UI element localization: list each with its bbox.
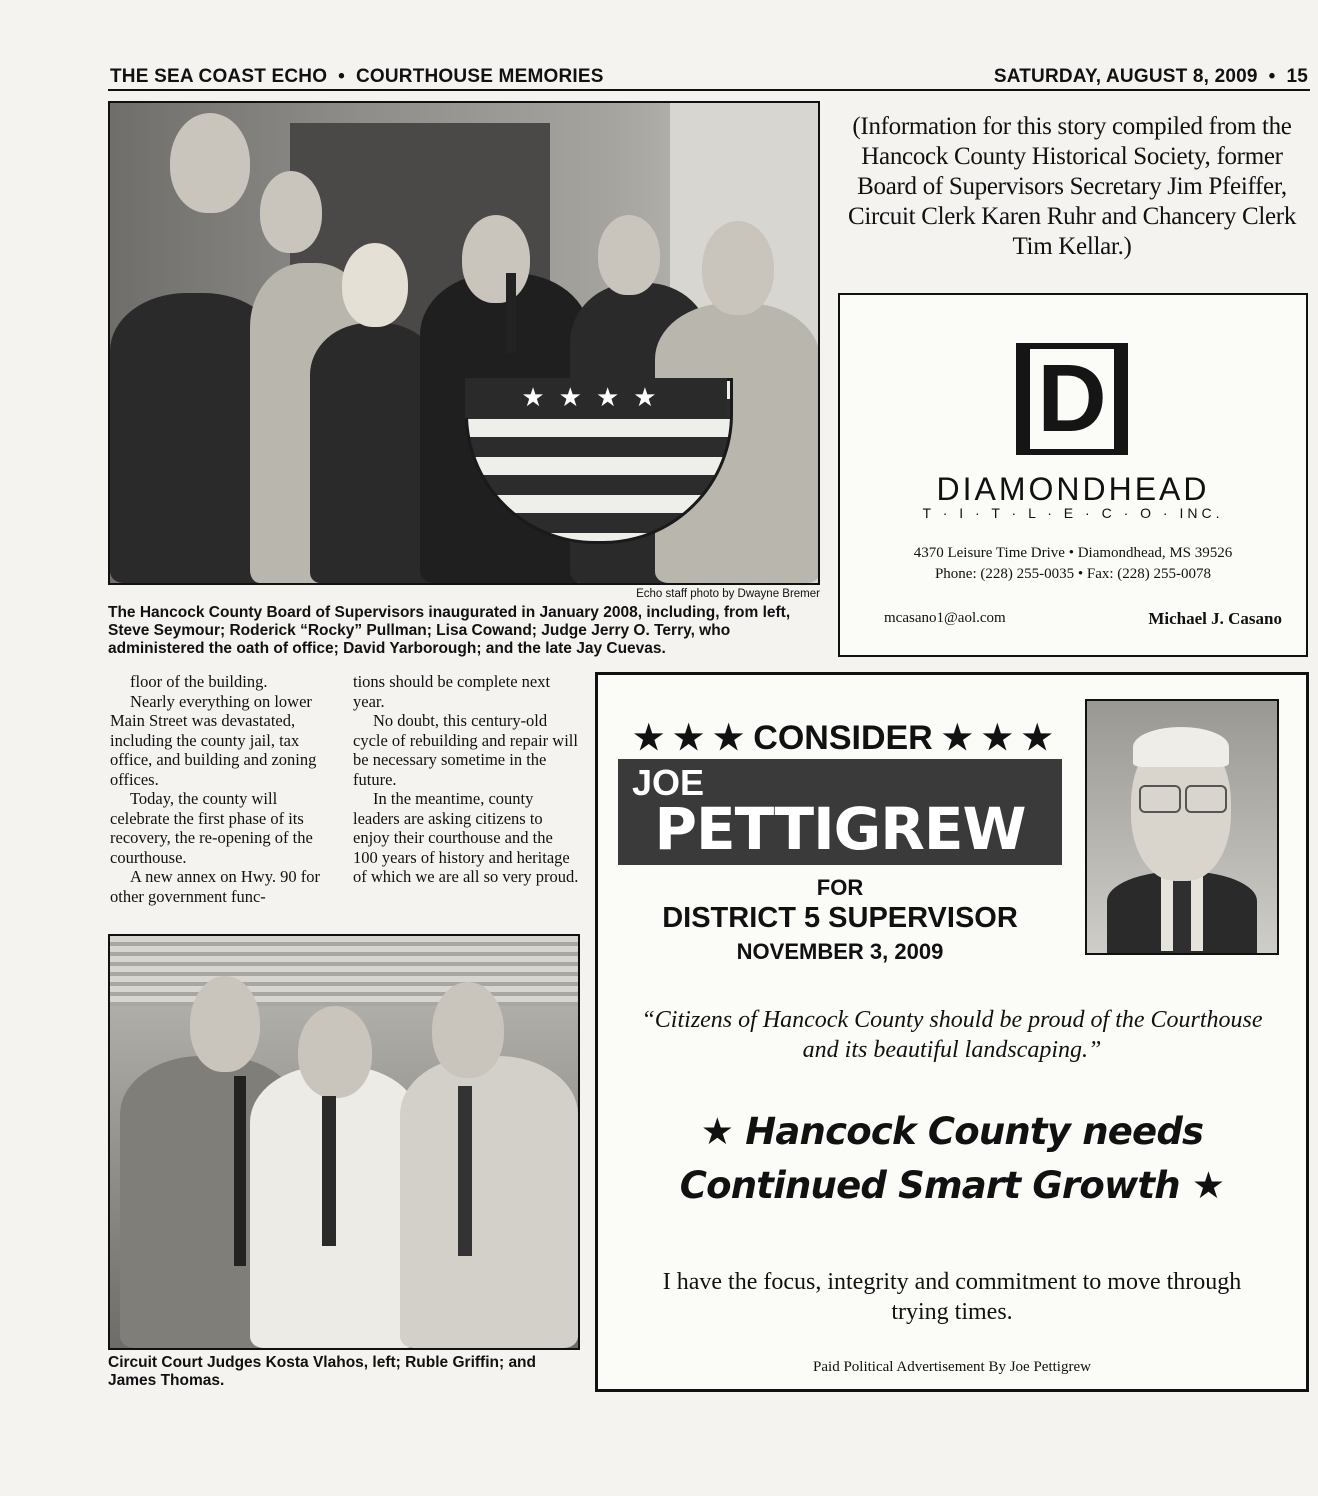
diamondhead-contact: Michael J. Casano: [1148, 609, 1282, 628]
star-icon: ★: [700, 1110, 746, 1153]
photo-caption-judges: Circuit Court Judges Kosta Vlahos, left; Ruble Griffin; and James Thomas.: [108, 1354, 536, 1389]
diamondhead-email: mcasano1@aol.com: [884, 610, 1006, 626]
article-paragraph: Today, the county will celebrate the first phase of its recovery, the re-opening of the courthouse.: [110, 789, 313, 867]
ad-statement: I have the focus, integrity and commitment to move through trying times.: [662, 1269, 1242, 1325]
article-paragraph: floor of the building.: [130, 672, 268, 691]
page-header-right: SATURDAY, AUGUST 8, 2009 • 15: [993, 66, 1308, 87]
page-header-left: THE SEA COAST ECHO • COURTHOUSE MEMORIES: [110, 66, 604, 87]
photo-credit: Echo staff photo by Dwayne Bremer: [636, 588, 820, 600]
article-paragraph: A new annex on Hwy. 90 for other government func-: [110, 867, 321, 906]
ad-for-label: FOR: [816, 875, 864, 900]
star-icon: ★ ★ ★: [932, 719, 1053, 757]
candidate-first-name: JOE: [632, 762, 705, 803]
consider-banner: ★ ★ ★ CONSIDER ★ ★ ★: [633, 719, 1053, 757]
ad-diamondhead-title: [838, 293, 1308, 657]
article-column-2: [353, 672, 579, 887]
article-column-1: [110, 672, 338, 906]
ad-quote: “Citizens of Hancock County should be proud of the Courthouse and its beautiful landscaping.”: [641, 1007, 1263, 1063]
photo-circuit-court-judges: [108, 934, 580, 1350]
header-rule: [108, 89, 1310, 91]
star-icon: ★ ★ ★: [633, 719, 754, 757]
diamondhead-name: DIAMONDHEAD: [936, 471, 1210, 507]
article-paragraph: In the meantime, county leaders are asking citizens to enjoy their courthouse and the 100 years of history and heritage of which we are all so very proud.: [353, 789, 579, 886]
diamondhead-logo: D: [1016, 343, 1128, 455]
diamondhead-phone: Phone: (228) 255-0035 • Fax: (228) 255-0078: [934, 566, 1212, 582]
diamondhead-subtitle: T · I · T · L · E · C · O · INC.: [922, 505, 1224, 521]
ad-slogan: ★ Hancock County needs Continued Smart Growth ★: [679, 1110, 1225, 1207]
article-paragraph: tions should be complete next year.: [353, 672, 551, 711]
candidate-last-name: PETTIGREW: [654, 795, 1026, 863]
ad-pettigrew-campaign: [595, 672, 1309, 1392]
article-paragraph: No doubt, this century-old cycle of rebuilding and repair will be necessary sometime in the future.: [353, 711, 578, 789]
diamondhead-address: 4370 Leisure Time Drive • Diamondhead, MS 39526: [913, 545, 1233, 561]
article-paragraph: Nearly everything on lower Main Street was devastated, including the county jail, tax office, and building and zoning offices.: [110, 691, 317, 789]
candidate-portrait: [1085, 699, 1279, 955]
ad-disclaimer: Paid Political Advertisement By Joe Pettigrew: [813, 1359, 1091, 1375]
candidate-name-box: [618, 759, 1062, 865]
story-source-note: (Information for this story compiled from the Hancock County Historical Society, former Board of Supervisors Secretary Jim Pfeiffer, Circuit Clerk Karen Ruhr and Chancery Clerk Tim Kellar.): [847, 113, 1297, 260]
star-icon: ★: [1179, 1164, 1225, 1207]
photo-caption-board: The Hancock County Board of Supervisors inaugurated in January 2008, including, from left, Steve Seymour; Roderick “Rocky” Pullman; Lisa Cowand; Judge Jerry O. Terry, who administered the oath of office; David Yarborough; and the late Jay Cuevas.: [108, 604, 791, 657]
photo-board-of-supervisors: ★★★★: [108, 101, 820, 585]
ad-election-date: NOVEMBER 3, 2009: [736, 939, 944, 964]
ad-office: DISTRICT 5 SUPERVISOR: [662, 902, 1018, 934]
